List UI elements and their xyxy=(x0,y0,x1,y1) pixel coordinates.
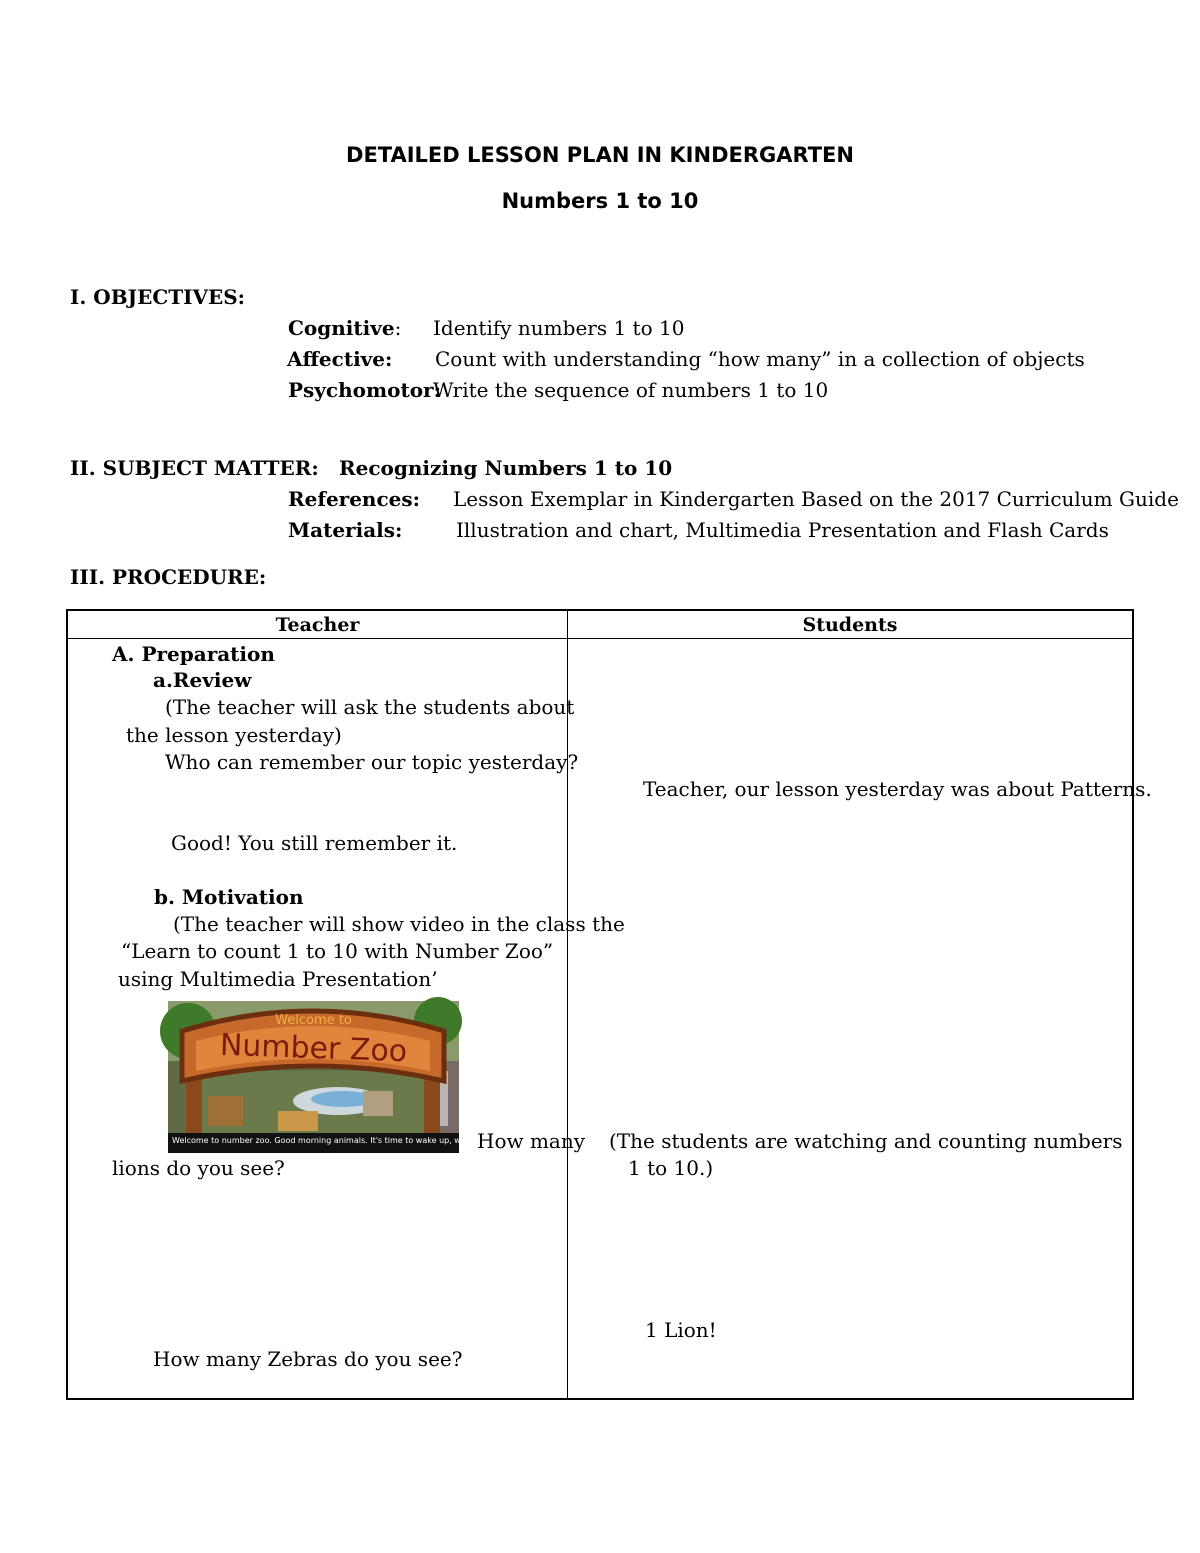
question-zebras: How many Zebras do you see? xyxy=(153,1347,463,1371)
review-note-line1: (The teacher will ask the students about xyxy=(165,695,575,719)
materials-text: Illustration and chart, Multimedia Presentation and Flash Cards xyxy=(456,518,1109,542)
document-title: DETAILED LESSON PLAN IN KINDERGARTEN xyxy=(346,143,854,167)
section-preparation: A. Preparation xyxy=(112,642,275,666)
document-subtitle: Numbers 1 to 10 xyxy=(501,189,699,213)
student-answer-lions: 1 Lion! xyxy=(645,1318,717,1342)
objective-affective-label: Affective: xyxy=(287,347,393,371)
subject-matter-heading: II. SUBJECT MATTER: xyxy=(70,456,319,480)
subject-matter-topic: Recognizing Numbers 1 to 10 xyxy=(339,456,673,480)
references-text: Lesson Exemplar in Kindergarten Based on the 2017 Curriculum Guide xyxy=(453,487,1179,511)
zoo-sign-welcome: Welcome to xyxy=(275,1013,352,1028)
objective-psychomotor-text: Write the sequence of numbers 1 to 10 xyxy=(433,378,829,402)
motivation-note-line3: using Multimedia Presentation’ xyxy=(118,967,438,991)
review-note-line2: the lesson yesterday) xyxy=(126,723,342,747)
video-caption: Welcome to number zoo. Good morning animals. It's time to wake up, wake wake! xyxy=(172,1136,502,1145)
materials-label: Materials: xyxy=(288,518,403,542)
student-activity-line2: 1 to 10.) xyxy=(628,1156,714,1180)
objectives-heading: I. OBJECTIVES: xyxy=(70,285,246,309)
motivation-note-line2: “Learn to count 1 to 10 with Number Zoo” xyxy=(121,939,554,963)
objective-cognitive-text: Identify numbers 1 to 10 xyxy=(433,316,685,340)
zoo-sign-title: Number Zoo xyxy=(219,1027,408,1070)
question-lions-line1: How many xyxy=(477,1129,586,1153)
objective-cognitive-label: Cognitive: xyxy=(288,316,402,340)
column-header-students: Students xyxy=(802,614,898,636)
references-label: References: xyxy=(288,487,421,511)
motivation-note-line1: (The teacher will show video in the class the xyxy=(173,912,625,936)
subsection-motivation: b. Motivation xyxy=(154,885,304,909)
teacher-praise: Good! You still remember it. xyxy=(171,831,458,855)
objective-affective-text: Count with understanding “how many” in a collection of objects xyxy=(435,347,1085,371)
objective-psychomotor-label: Psychomotor: xyxy=(288,378,441,402)
subsection-review: a.Review xyxy=(153,668,252,692)
procedure-heading: III. PROCEDURE: xyxy=(70,565,267,589)
question-lions-line2: lions do you see? xyxy=(112,1156,285,1180)
number-zoo-video-thumbnail xyxy=(168,1001,502,1153)
column-header-teacher: Teacher xyxy=(275,614,360,636)
review-question: Who can remember our topic yesterday? xyxy=(165,750,579,774)
student-answer-review: Teacher, our lesson yesterday was about Patterns. xyxy=(643,777,1152,801)
student-activity-line1: (The students are watching and counting numbers xyxy=(609,1129,1123,1153)
